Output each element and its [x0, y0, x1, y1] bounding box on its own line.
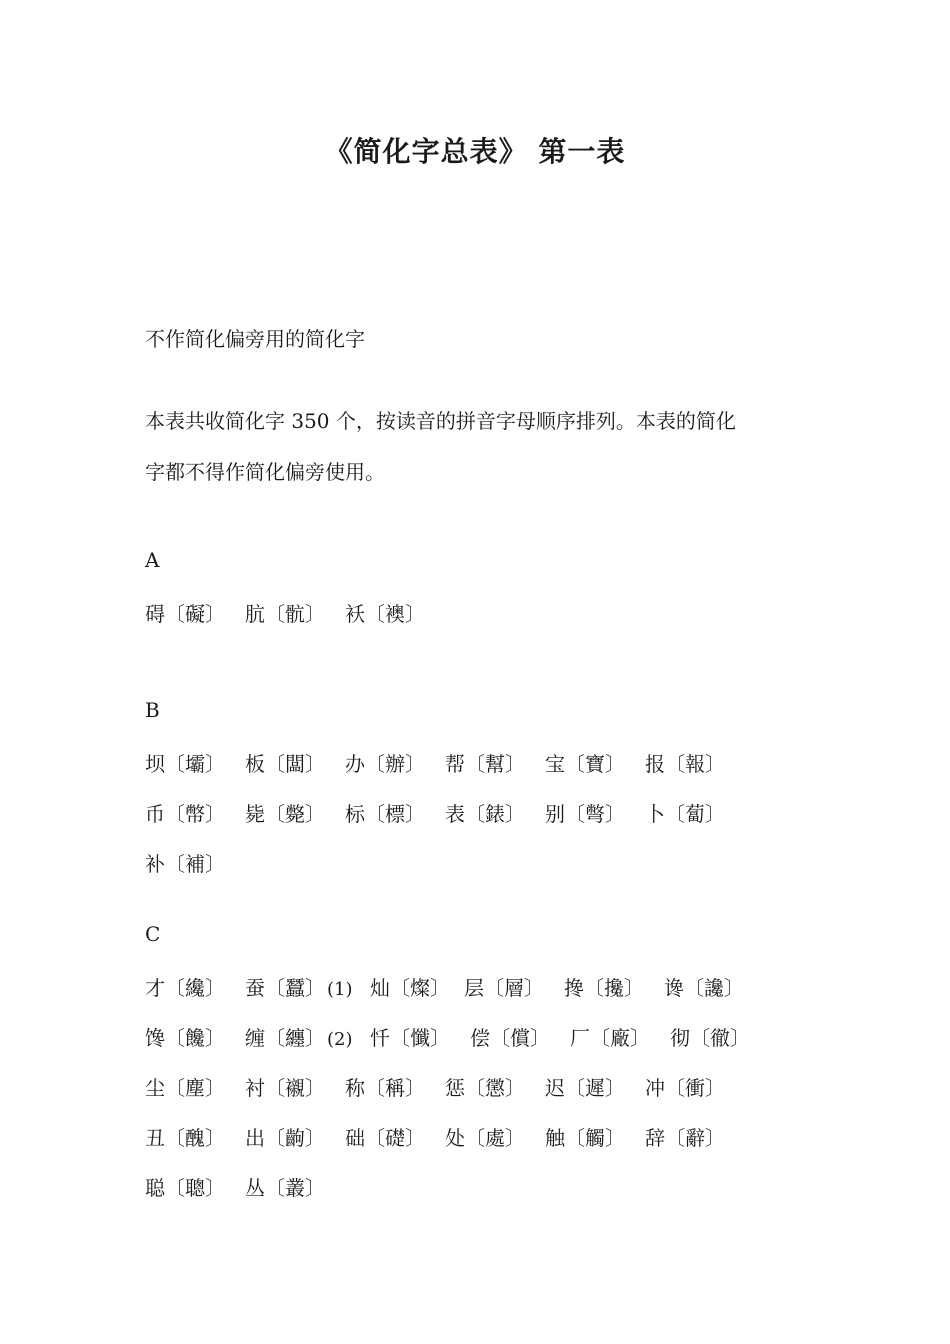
char-entry: 袄〔襖〕 — [345, 602, 425, 626]
char-entry: 板〔闆〕 — [245, 752, 325, 776]
intro-line-2: 字都不得作简化偏旁使用。 — [145, 460, 385, 484]
char-entry: 蚕〔蠶〕 — [245, 976, 325, 1000]
section-letter-c: C — [145, 922, 161, 946]
char-entry: 馋〔饞〕 — [145, 1026, 225, 1050]
char-entry: 毙〔斃〕 — [245, 802, 325, 826]
char-entry: 标〔標〕 — [345, 802, 425, 826]
char-entry: 冲〔衝〕 — [645, 1076, 725, 1100]
char-entry: 表〔錶〕 — [445, 802, 525, 826]
char-entry: 辞〔辭〕 — [645, 1126, 725, 1150]
char-entry: 惩〔懲〕 — [445, 1076, 525, 1100]
char-entry: 厂〔廠〕 — [570, 1026, 650, 1050]
page-title: 《简化字总表》 第一表 — [324, 135, 626, 168]
char-entry: 丑〔醜〕 — [145, 1126, 225, 1150]
char-entry: 缠〔纏〕 — [245, 1026, 325, 1050]
char-entry: 肮〔骯〕 — [245, 602, 325, 626]
char-entry: 出〔齣〕 — [245, 1126, 325, 1150]
char-entry: 卜〔蔔〕 — [645, 802, 725, 826]
char-entry: 触〔觸〕 — [545, 1126, 625, 1150]
char-entry: 聪〔聰〕 — [145, 1176, 225, 1200]
char-entry-with-note — [245, 1022, 353, 1051]
char-entry: 报〔報〕 — [645, 752, 725, 776]
subtitle: 不作简化偏旁用的简化字 — [145, 327, 365, 351]
char-entry: 迟〔遲〕 — [545, 1076, 625, 1100]
char-entry: 帮〔幫〕 — [445, 752, 525, 776]
char-entry: 才〔纔〕 — [145, 976, 225, 1000]
char-entry: 别〔彆〕 — [545, 802, 625, 826]
section-letter-b: B — [145, 698, 160, 722]
char-entry: 偿〔償〕 — [470, 1026, 550, 1050]
char-entry: 丛〔叢〕 — [245, 1176, 325, 1200]
char-entry: 层〔層〕 — [464, 976, 544, 1000]
intro-paragraph — [145, 396, 810, 498]
char-entry: 币〔幣〕 — [145, 802, 225, 826]
char-entry: 称〔稱〕 — [345, 1076, 425, 1100]
char-entry: 彻〔徹〕 — [670, 1026, 750, 1050]
char-entry: 坝〔壩〕 — [145, 752, 225, 776]
char-entry: 补〔補〕 — [145, 852, 225, 876]
char-entry: 尘〔塵〕 — [145, 1076, 225, 1100]
char-entry: 碍〔礙〕 — [145, 602, 225, 626]
footnote-marker: (2) — [327, 1029, 353, 1050]
intro-line-1: 本表共收简化字 350 个，按读音的拼音字母顺序排列。本表的简化 — [145, 409, 736, 433]
char-entry: 宝〔寶〕 — [545, 752, 625, 776]
char-entry: 灿〔燦〕 — [370, 976, 450, 1000]
char-entry: 衬〔襯〕 — [245, 1076, 325, 1100]
char-entry: 处〔處〕 — [445, 1126, 525, 1150]
char-entry: 忏〔懺〕 — [370, 1026, 450, 1050]
section-letter-a: A — [145, 548, 160, 572]
char-entry: 办〔辦〕 — [345, 752, 425, 776]
char-entry-with-note — [245, 972, 353, 1001]
char-entry: 谗〔讒〕 — [664, 976, 744, 1000]
footnote-marker: (1) — [327, 979, 353, 1000]
char-entry: 础〔礎〕 — [345, 1126, 425, 1150]
char-entry: 搀〔攙〕 — [564, 976, 644, 1000]
